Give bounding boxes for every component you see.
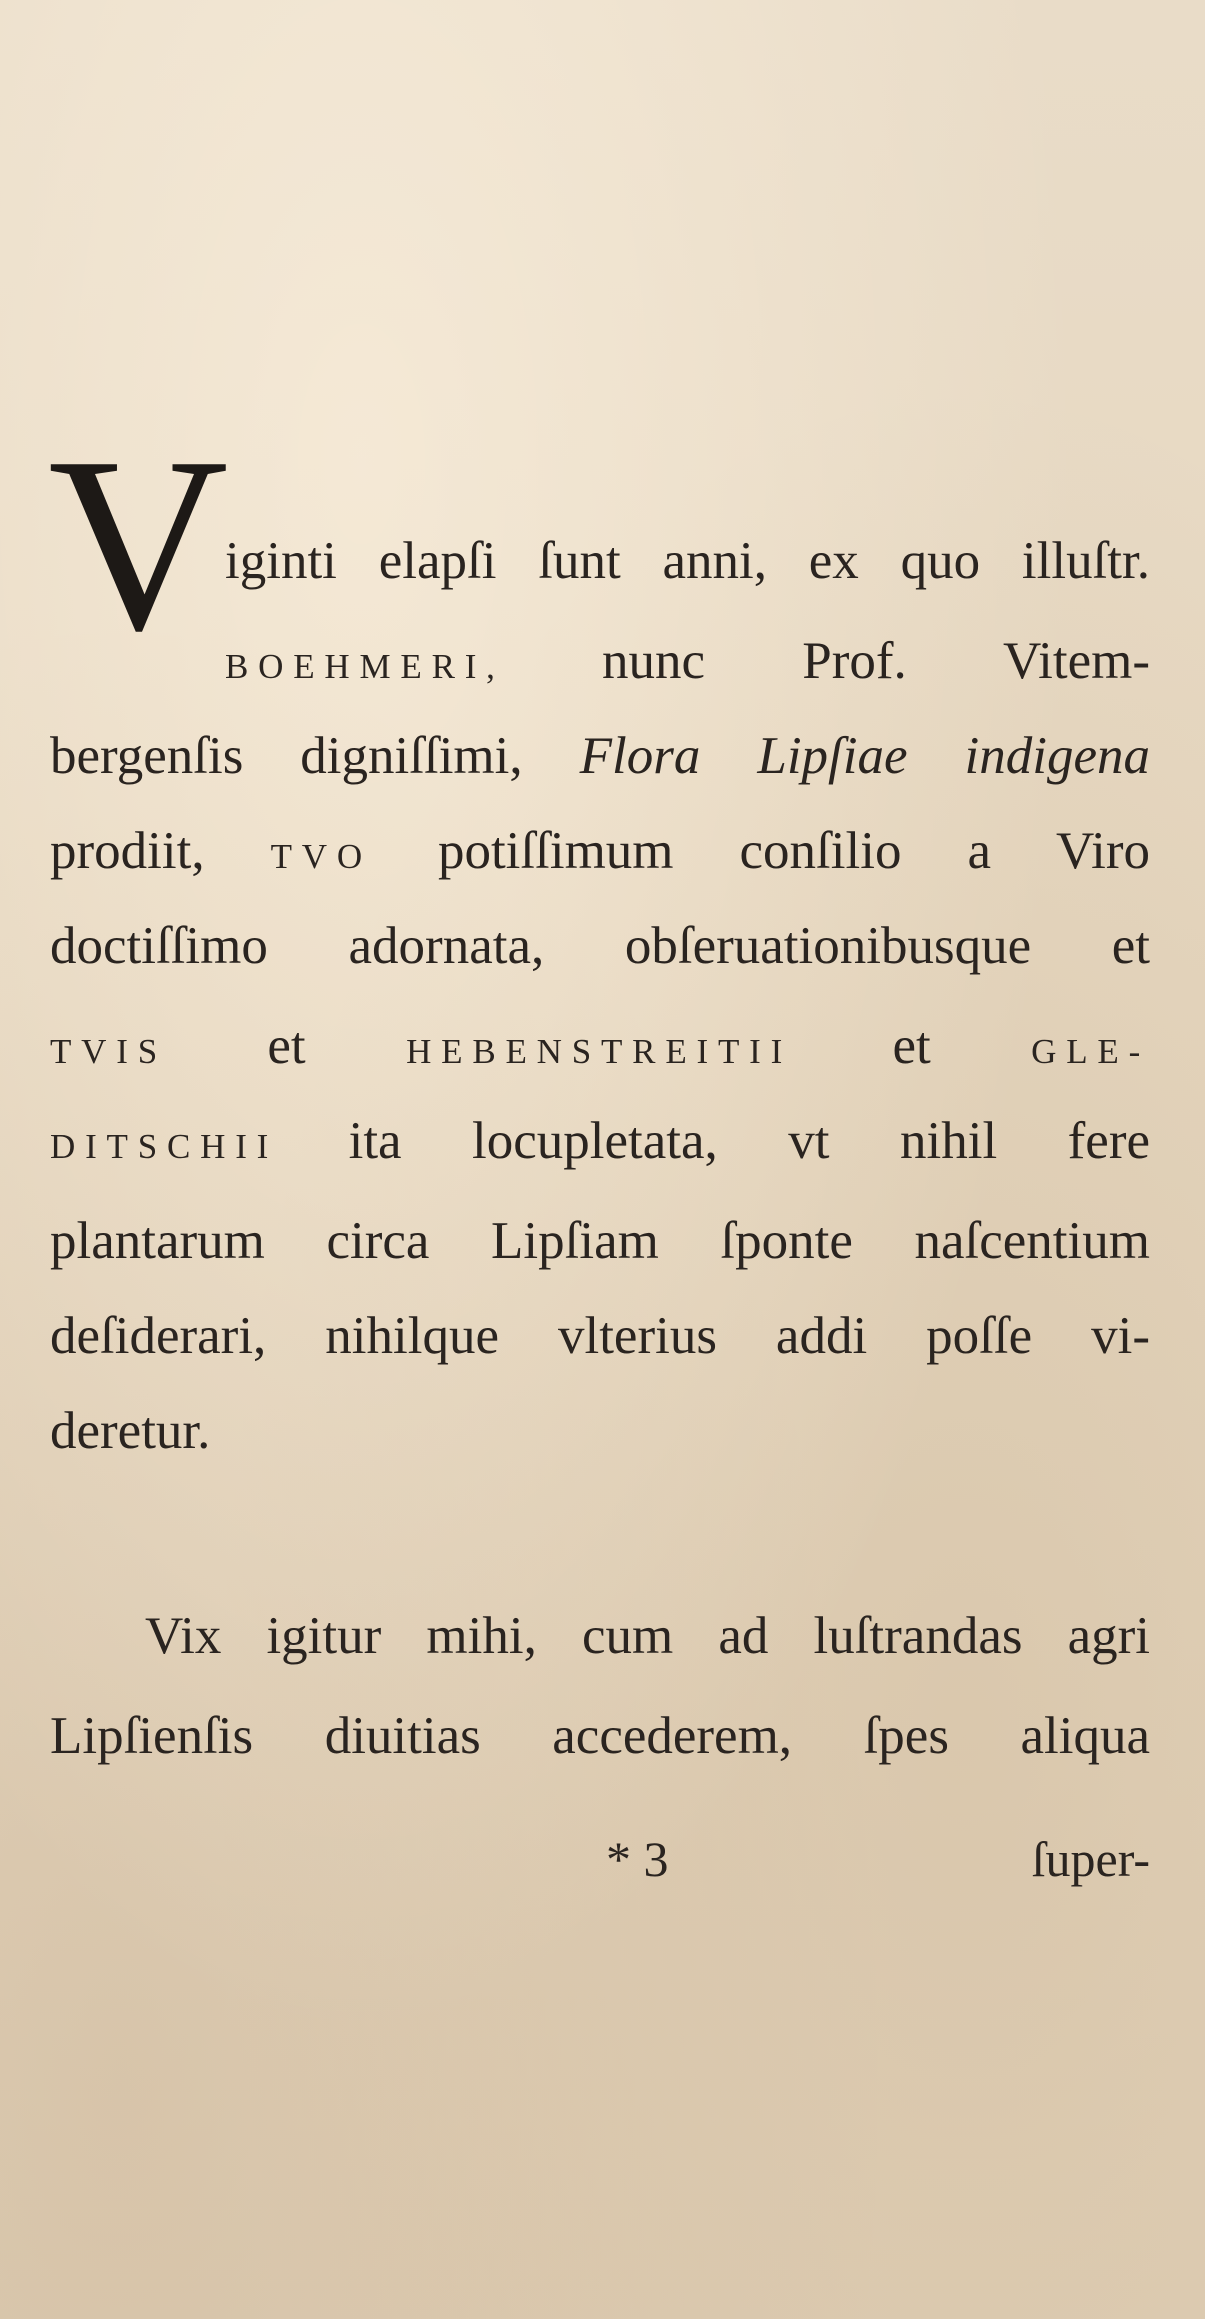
line-4-start: prodiit, bbox=[50, 822, 205, 880]
line-9-text: deſiderari, nihilque vlterius addi poſſe vi- bbox=[50, 1307, 1150, 1365]
text-line-2 bbox=[225, 632, 1150, 690]
name-boehmeri: BOEHMERI, bbox=[225, 647, 505, 686]
text-line-7 bbox=[50, 1112, 1150, 1170]
line-2-rest: nunc Prof. Vitem- bbox=[601, 632, 1150, 690]
line-6-et-1: et bbox=[267, 1017, 306, 1075]
catchword: ſuper- bbox=[1031, 1831, 1150, 1887]
name-gle: GLE- bbox=[1031, 1032, 1151, 1071]
line-6-et-2: et bbox=[892, 1017, 931, 1075]
name-ditschii: DITSCHII bbox=[50, 1127, 279, 1166]
name-hebenstreitii: HEBENSTREITII bbox=[406, 1032, 793, 1071]
line-8-text: plantarum circa Lipſiam ſponte naſcentium bbox=[50, 1212, 1150, 1270]
para-2-line-1 bbox=[145, 1607, 1150, 1665]
drop-cap-initial: V bbox=[48, 406, 229, 683]
para-2-line-2-text: Lipſienſis diuitias accederem, ſpes aliqua bbox=[50, 1707, 1150, 1765]
line-4-rest: potiſſimum conſilio a Viro bbox=[437, 822, 1151, 880]
para-2-line-2 bbox=[50, 1707, 1150, 1765]
name-tvo: TVO bbox=[270, 837, 372, 876]
text-line-10 bbox=[50, 1402, 1150, 1460]
book-title-italic: Flora Lipſiae indigena bbox=[579, 727, 1150, 785]
text-line-4 bbox=[50, 822, 1151, 880]
text-line-9 bbox=[50, 1307, 1150, 1365]
line-3-text: bergenſis digniſſimi, bbox=[50, 727, 523, 785]
line-5-text: doctiſſimo adornata, obſeruationibusque et bbox=[50, 917, 1150, 975]
text-line-3 bbox=[50, 727, 1150, 785]
line-7-rest: ita locupletata, vt nihil fere bbox=[348, 1112, 1150, 1170]
line-10-text: deretur. bbox=[50, 1402, 211, 1460]
text-line-6 bbox=[50, 1017, 1151, 1075]
name-tvis: TVIS bbox=[50, 1032, 167, 1071]
text-line-1 bbox=[225, 532, 1150, 590]
signature-mark: * 3 bbox=[606, 1831, 669, 1887]
text-line-5 bbox=[50, 917, 1150, 975]
line-1-text: iginti elapſi ſunt anni, ex quo illuſtr. bbox=[225, 532, 1150, 590]
para-2-line-1-text: Vix igitur mihi, cum ad luſtrandas agri bbox=[145, 1607, 1150, 1665]
text-line-8 bbox=[50, 1212, 1150, 1270]
